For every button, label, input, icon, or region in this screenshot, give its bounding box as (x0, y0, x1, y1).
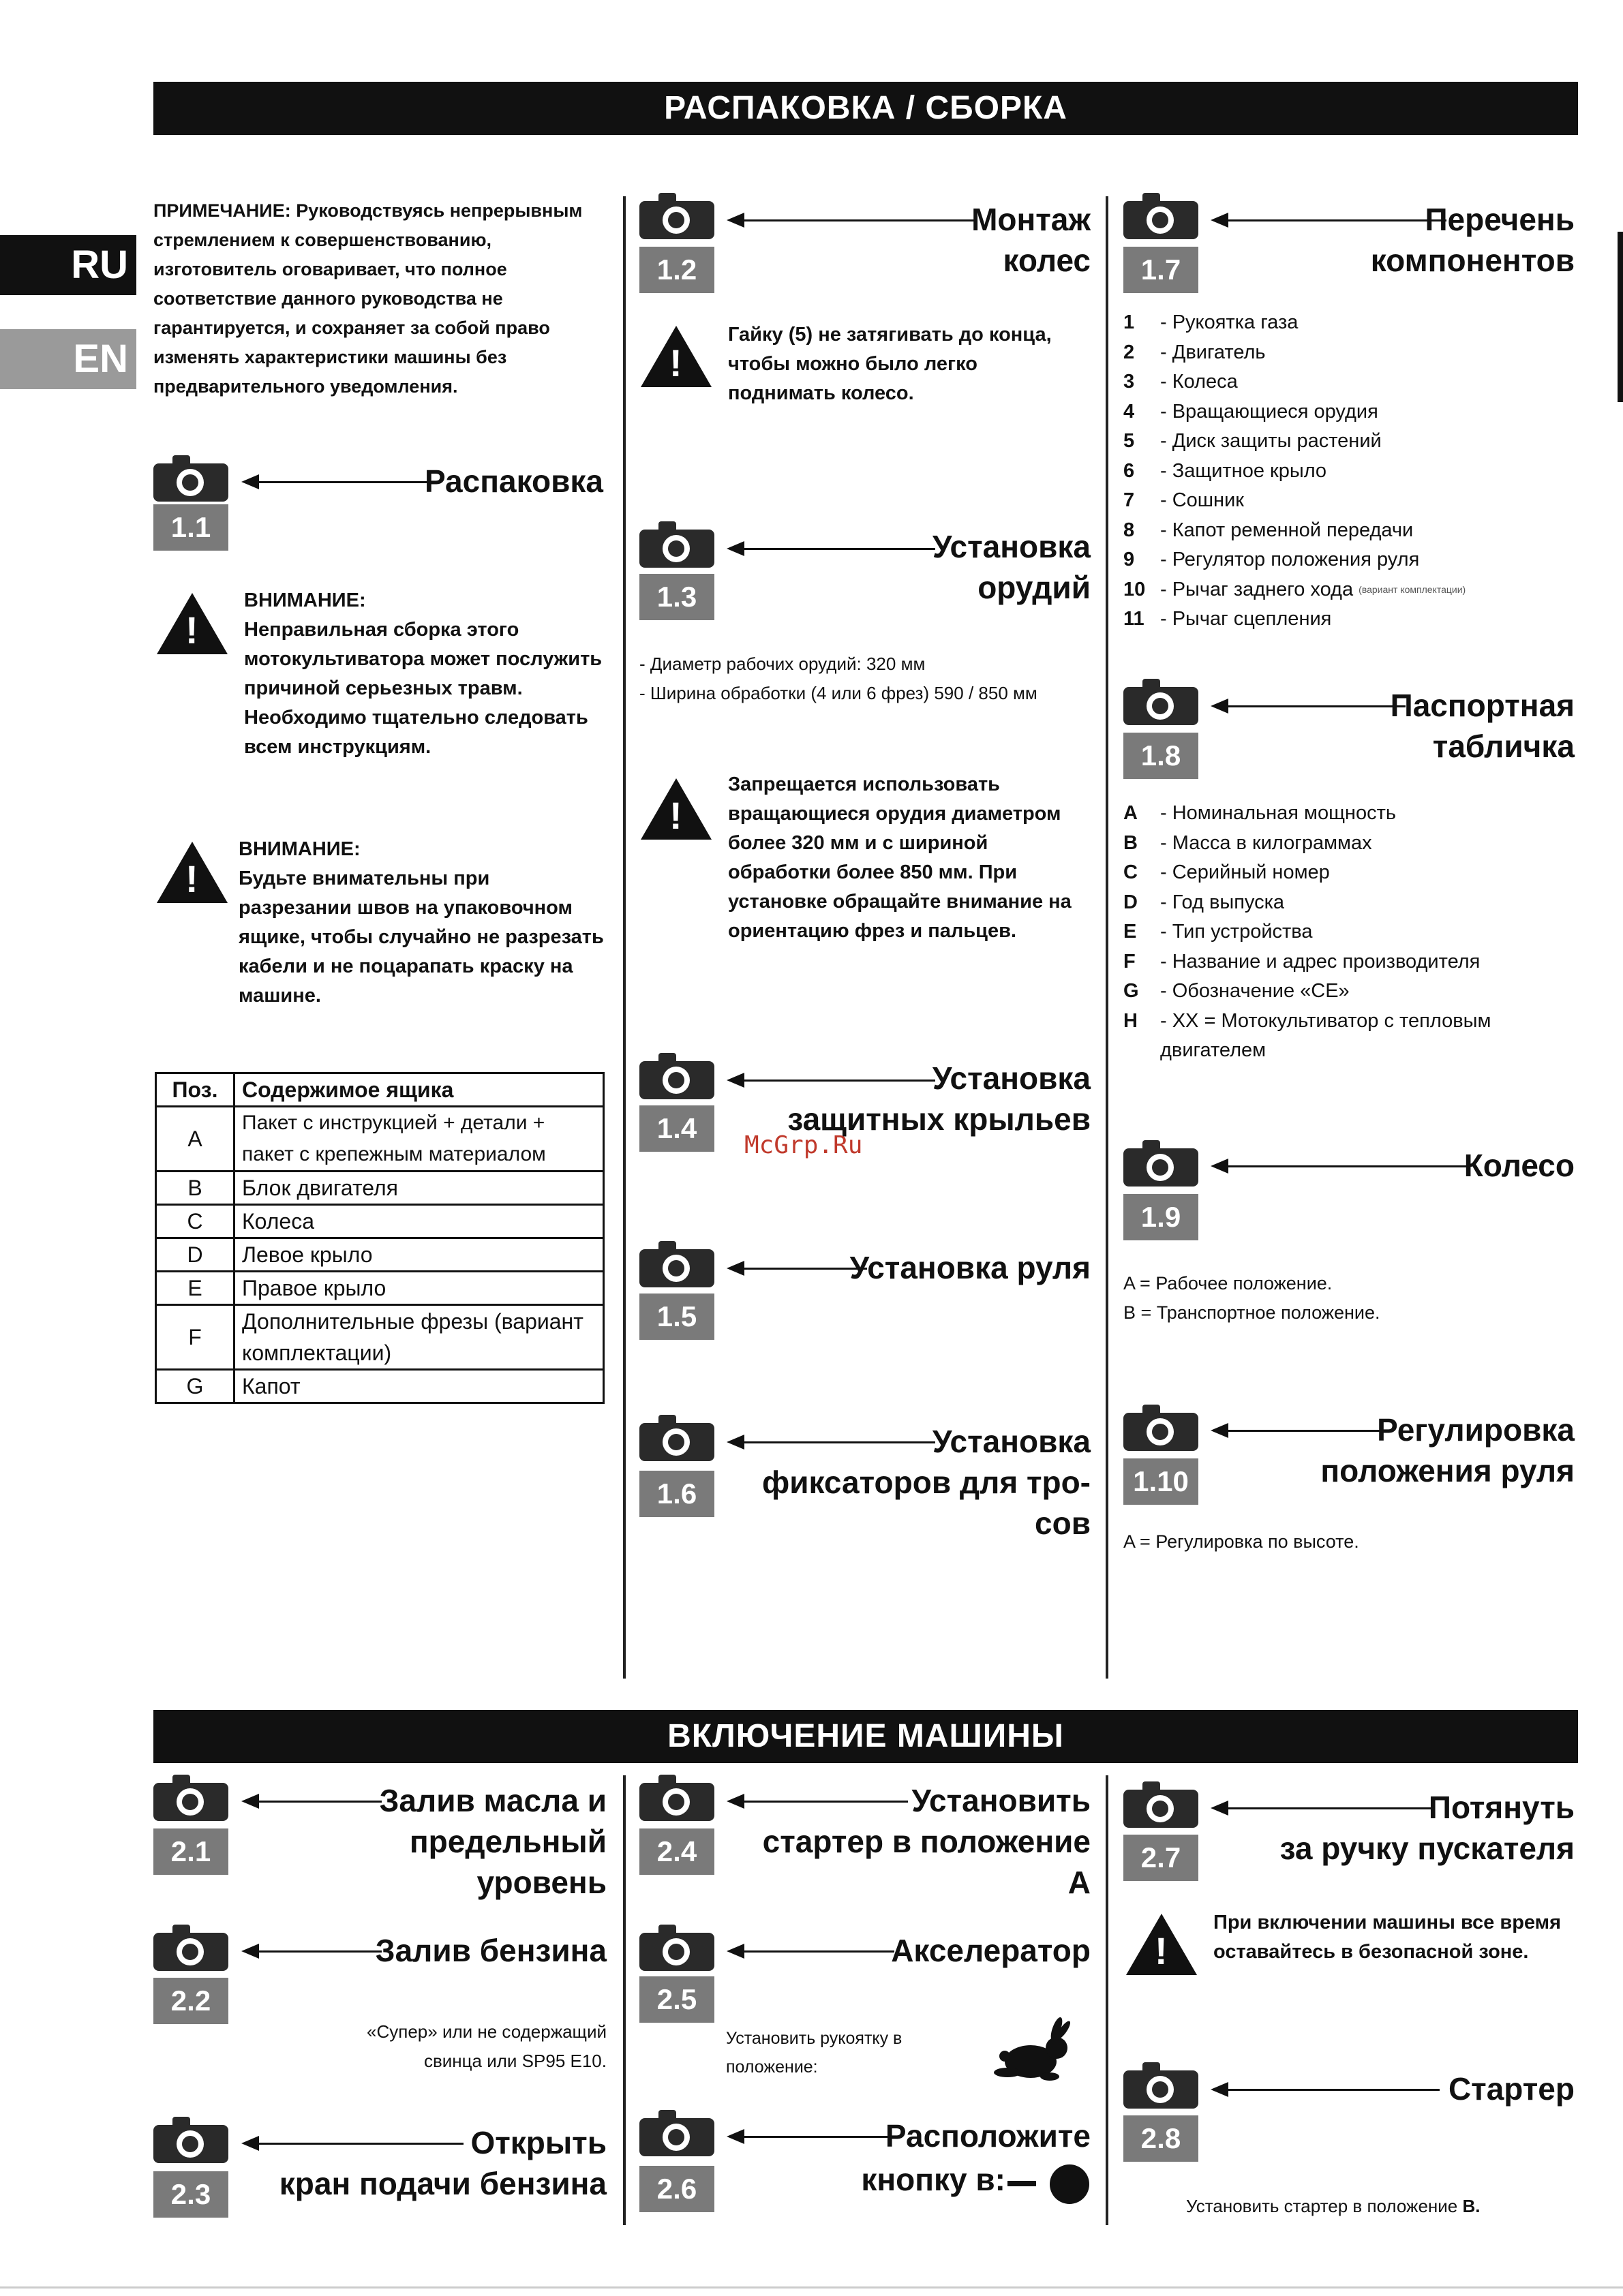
list-item (1123, 338, 1573, 368)
step-badge-1-8: 1.8 (1123, 733, 1198, 779)
camera-icon (639, 1783, 714, 1821)
step-title-2-8: Стартер (1448, 2071, 1575, 2107)
table-row (156, 1305, 604, 1370)
warning-icon: ! (641, 778, 712, 840)
list-item (1123, 829, 1573, 859)
step-title-2-4-line1: Установить (911, 1783, 1091, 1818)
step-title-1-6-line3: сов (1035, 1505, 1091, 1541)
table-row (156, 1272, 604, 1305)
warning-1-3-text: Запрещается использовать вращающиеся орудия диаметром более 320 мм и с шириной обработки более 850 мм. При установке обращайте внимание на ориентацию фрез и пальцев. (728, 774, 1072, 942)
step-title-1-1: Распаковка (424, 463, 603, 499)
step-title-1-2-line2: колес (1003, 243, 1091, 278)
list-key: C (1123, 861, 1138, 883)
list-item (1123, 604, 1573, 634)
warning-2-title: ВНИМАНИЕ: (239, 838, 361, 860)
list-key: 10 (1123, 578, 1146, 600)
list-value: - Рычаг сцепления (1160, 608, 1332, 630)
table-header-contents: Содержимое ящика (234, 1073, 604, 1107)
list-item (1123, 516, 1573, 546)
camera-icon (1123, 1413, 1198, 1451)
step-badge-1-2: 1.2 (639, 247, 714, 293)
column-divider-3 (623, 1775, 626, 2225)
table-row (156, 1107, 604, 1172)
list-item (1123, 977, 1573, 1007)
list-key: 2 (1123, 341, 1135, 363)
step-badge-2-6: 2.6 (639, 2166, 714, 2212)
camera-icon (153, 2125, 228, 2163)
list-key: 3 (1123, 371, 1135, 393)
table-cell-text: Пакет с инструкцией + детали + пакет с крепежным материалом (234, 1107, 604, 1172)
list-item (1123, 1007, 1573, 1066)
step-title-1-5: Установка руля (849, 1250, 1091, 1285)
note-text: ПРИМЕЧАНИЕ: Руководствуясь непрерывным стремлением к совершенствованию, изготовитель оговаривает, что полное соответствие данного руководства не гарантируется, и сохраняет за собой право изменять характеристики машины без предварительного уведомления. (153, 200, 583, 397)
list-item (1123, 917, 1573, 947)
list-item (1123, 367, 1573, 397)
list-key: 5 (1123, 430, 1135, 452)
list-value: - Вращающиеся орудия (1160, 400, 1378, 423)
list-key: D (1123, 891, 1138, 913)
table-cell-text: Блок двигателя (234, 1172, 604, 1205)
camera-icon (153, 1783, 228, 1821)
list-key: H (1123, 1009, 1138, 1032)
list-value: - Капот ременной передачи (1160, 519, 1414, 541)
step-badge-1-5: 1.5 (639, 1294, 714, 1340)
list-note: (вариант комплектации) (1359, 583, 1466, 595)
table-cell-text: Капот (234, 1370, 604, 1403)
camera-icon (1123, 1148, 1198, 1187)
table-cell-pos: D (156, 1238, 234, 1272)
step-title-1-4-line1: Установка (932, 1060, 1091, 1096)
contents-table (155, 1072, 605, 1404)
dash-icon (1007, 2181, 1036, 2186)
step-badge-2-4: 2.4 (639, 1828, 714, 1875)
list-key: F (1123, 950, 1136, 973)
watermark: McGrp.Ru (744, 1131, 863, 1159)
step-title-1-9: Колесо (1463, 1148, 1575, 1183)
bottom-rule (0, 2286, 1623, 2289)
list-item (1123, 947, 1573, 977)
step-title-1-8-line2: табличка (1432, 729, 1575, 764)
list-item (1123, 486, 1573, 516)
warning-icon: ! (641, 326, 712, 387)
camera-icon (153, 1933, 228, 1971)
step-title-2-6-line1: Расположите (885, 2118, 1091, 2154)
list-key: B (1123, 831, 1138, 854)
step-title-2-3-line1: Открыть (470, 2125, 607, 2160)
camera-icon (1123, 687, 1198, 725)
choke-note (1186, 2192, 1480, 2221)
step-badge-1-9: 1.9 (1123, 1194, 1198, 1240)
step-title-2-2: Залив бензина (375, 1933, 607, 1968)
list-item (1123, 545, 1573, 575)
step-badge-1-6: 1.6 (639, 1471, 714, 1517)
section-header-unpacking: РАСПАКОВКА / СБОРКА (153, 82, 1578, 135)
list-value: - Регулятор положения руля (1160, 549, 1420, 570)
step-title-2-1-line2: предельный (409, 1824, 607, 1859)
warning-2-7-text: При включении машины все время оставайтесь в безопасной зоне. (1213, 1912, 1562, 1963)
table-cell-pos: C (156, 1205, 234, 1238)
rabbit-icon (988, 2014, 1077, 2089)
list-value: - XX = Мотокультиватор с тепловым двигателем (1160, 1009, 1491, 1061)
right-edge-mark (1618, 232, 1623, 402)
warning-icon: ! (1126, 1914, 1197, 1975)
table-header-pos: Поз. (156, 1073, 234, 1107)
choke-note-position: B. (1462, 2196, 1481, 2216)
throttle-note-line2: положение: (726, 2057, 818, 2077)
step-title-2-3-line2: кран подачи бензина (279, 2166, 607, 2201)
list-value: - Обозначение «CE» (1160, 980, 1350, 1002)
step-badge-2-7: 2.7 (1123, 1835, 1198, 1881)
table-cell-pos: E (156, 1272, 234, 1305)
step-badge-1-1: 1.1 (153, 504, 228, 551)
section-header-starting: ВКЛЮЧЕНИЕ МАШИНЫ (153, 1710, 1578, 1763)
warning-1-2-text: Гайку (5) не затягивать до конца, чтобы можно было легко поднимать колесо. (728, 324, 1052, 404)
list-key: G (1123, 980, 1139, 1002)
step-title-2-5: Акселератор (891, 1933, 1091, 1968)
camera-icon (1123, 2070, 1198, 2109)
list-value: - Номинальная мощность (1160, 802, 1396, 824)
warning-icon: ! (157, 593, 228, 654)
list-item (1123, 799, 1573, 829)
column-divider-2 (1106, 196, 1108, 1679)
step-title-1-3-line1: Установка (932, 529, 1091, 564)
step-title-1-10-line2: положения руля (1320, 1453, 1575, 1488)
step-badge-2-1: 2.1 (153, 1828, 228, 1875)
list-key: 6 (1123, 459, 1135, 482)
camera-icon (639, 1249, 714, 1287)
column-divider-1 (623, 196, 626, 1679)
table-cell-pos: G (156, 1370, 234, 1403)
step-title-1-7-line2: компонентов (1370, 243, 1575, 278)
list-value: - Рычаг заднего хода (1160, 578, 1354, 600)
step-title-2-6-line2: кнопку в: (861, 2162, 1005, 2197)
step-title-1-2-line1: Монтаж (971, 202, 1091, 237)
step-title-2-1-line3: уровень (476, 1865, 607, 1900)
warning-1-text: Неправильная сборка этого мотокультиватора может послужить причиной серьезных травм. Необходимо тщательно следовать всем инструкциям. (244, 619, 603, 758)
list-item (1123, 397, 1573, 427)
throttle-note-line1: Установить рукоятку в (726, 2029, 902, 2048)
step-title-1-10-line1: Регулировка (1377, 1412, 1575, 1448)
list-value: - Защитное крыло (1160, 459, 1327, 482)
components-list (1123, 308, 1573, 634)
camera-icon (639, 530, 714, 568)
table-cell-text: Дополнительные фрезы (вариант комплектации) (234, 1305, 604, 1370)
table-cell-pos: F (156, 1305, 234, 1370)
table-row (156, 1205, 604, 1238)
list-key: 11 (1123, 608, 1144, 630)
step-badge-1-3: 1.3 (639, 574, 714, 620)
step-title-1-3-line2: орудий (977, 570, 1091, 605)
fuel-note-line1: «Супер» или не содержащий (367, 2021, 607, 2042)
step-badge-2-3: 2.3 (153, 2171, 228, 2218)
list-key: 8 (1123, 519, 1135, 541)
list-value: - Год выпуска (1160, 891, 1285, 913)
list-key: E (1123, 921, 1137, 943)
step-badge-2-8: 2.8 (1123, 2115, 1198, 2162)
list-key: 1 (1123, 311, 1135, 333)
table-cell-text: Правое крыло (234, 1272, 604, 1305)
camera-icon (1123, 1790, 1198, 1828)
camera-icon (639, 1423, 714, 1461)
warning-icon: ! (157, 842, 228, 903)
step-title-1-6-line2: фиксаторов для тро- (761, 1465, 1091, 1500)
spec-width: - Ширина обработки (4 или 6 фрез) 590 / 850 мм (639, 683, 1037, 703)
wheel-position-transport: B = Транспортное положение. (1123, 1302, 1380, 1323)
step-badge-1-7: 1.7 (1123, 247, 1198, 293)
spec-diameter: - Диаметр рабочих орудий: 320 мм (639, 654, 926, 674)
dot-icon (1050, 2164, 1089, 2204)
step-badge-2-5: 2.5 (639, 1976, 714, 2023)
list-item (1123, 858, 1573, 888)
table-row (156, 1370, 604, 1403)
list-value: - Колеса (1160, 371, 1238, 393)
warning-1-title: ВНИМАНИЕ: (244, 590, 366, 611)
table-cell-pos: A (156, 1107, 234, 1172)
lang-tab-ru[interactable]: RU (0, 235, 136, 295)
camera-icon (639, 2118, 714, 2156)
list-key: 7 (1123, 489, 1135, 511)
step-title-1-7-line1: Перечень (1425, 202, 1575, 237)
fuel-note-line2: свинца или SP95 E10. (423, 2051, 607, 2071)
table-row (156, 1238, 604, 1272)
table-row (156, 1172, 604, 1205)
step-title-1-4-line2: защитных крыльев (787, 1101, 1091, 1137)
camera-icon (639, 1061, 714, 1099)
camera-icon (153, 463, 228, 502)
list-item (1123, 457, 1573, 487)
list-value: - Сошник (1160, 489, 1244, 511)
table-cell-pos: B (156, 1172, 234, 1205)
lang-tab-en[interactable]: EN (0, 329, 136, 389)
step-title-1-6-line1: Установка (932, 1424, 1091, 1459)
nameplate-list (1123, 799, 1573, 1066)
list-item (1123, 888, 1573, 918)
step-title-1-8-line1: Паспортная (1390, 688, 1575, 723)
list-item (1123, 575, 1573, 605)
step-title-2-4-line2: стартер в положение A (762, 1824, 1091, 1900)
list-value: - Рукоятка газа (1160, 311, 1299, 333)
list-value: - Диск защиты растений (1160, 430, 1382, 452)
list-key: 9 (1123, 549, 1135, 570)
list-value: - Название и адрес производителя (1160, 950, 1481, 973)
warning-2-text: Будьте внимательны при разрезании швов на упаковочном ящике, чтобы случайно не разрезать кабели и не поцарапать краску на машине. (239, 868, 604, 1007)
handlebar-height-note: A = Регулировка по высоте. (1123, 1531, 1359, 1552)
step-badge-2-2: 2.2 (153, 1978, 228, 2024)
column-divider-4 (1106, 1775, 1108, 2225)
list-key: A (1123, 802, 1138, 824)
wheel-position-working: A = Рабочее положение. (1123, 1273, 1333, 1294)
list-value: - Тип устройства (1160, 921, 1313, 943)
list-item (1123, 427, 1573, 457)
camera-icon (639, 201, 714, 239)
list-value: - Серийный номер (1160, 861, 1330, 883)
step-title-2-7-line2: за ручку пускателя (1279, 1831, 1575, 1866)
choke-note-text: Установить стартер в положение (1186, 2196, 1458, 2216)
list-value: - Двигатель (1160, 341, 1266, 363)
table-cell-text: Колеса (234, 1205, 604, 1238)
step-title-2-7-line1: Потянуть (1428, 1790, 1575, 1825)
step-badge-1-10: 1.10 (1123, 1458, 1198, 1505)
step-badge-1-4: 1.4 (639, 1105, 714, 1152)
table-header-row (156, 1073, 604, 1107)
camera-icon (639, 1933, 714, 1971)
table-cell-text: Левое крыло (234, 1238, 604, 1272)
step-title-2-1-line1: Залив масла и (379, 1783, 607, 1818)
list-key: 4 (1123, 400, 1135, 423)
camera-icon (1123, 201, 1198, 239)
list-item (1123, 308, 1573, 338)
list-value: - Масса в килограммах (1160, 831, 1372, 854)
